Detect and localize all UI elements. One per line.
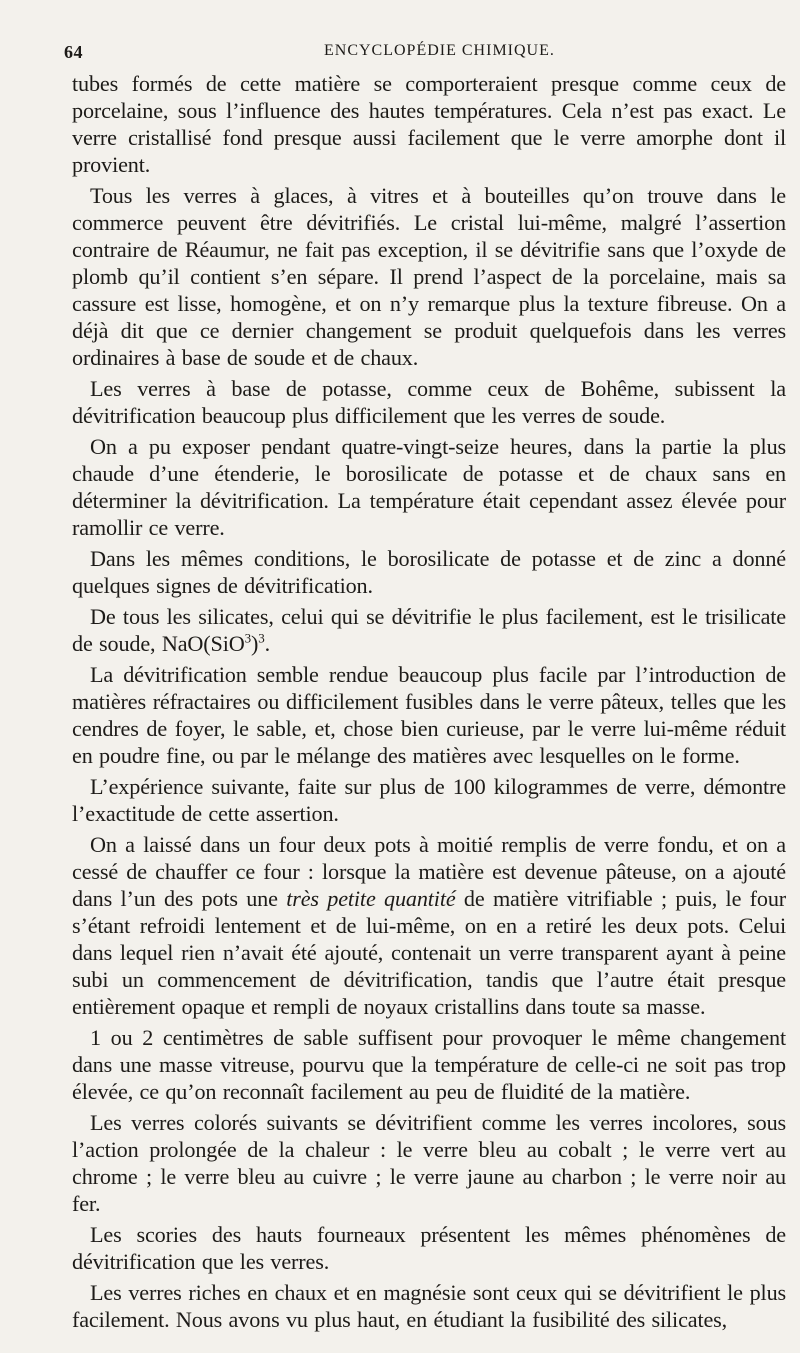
- paragraph-with-formula: [72, 603, 786, 657]
- paragraph-text: De tous les silicates, celui qui se dévitrifie le plus facilement, est le trisilicate de soude,: [72, 604, 786, 656]
- formula-superscript: 3: [244, 630, 251, 646]
- paragraph-text: On a laissé dans un four deux pots à moitié remplis de verre fondu, et on a cessé de chauffer ce four : lorsque la matière est devenue pâteuse, on a ajouté dans l’un des pots une: [72, 832, 786, 911]
- paragraph: Les verres riches en chaux et en magnésie sont ceux qui se dévitrifient le plus facilement. Nous avons vu plus haut, en étudiant la fusibilité des silicates,: [72, 1280, 786, 1332]
- paragraph: Les scories des hauts fourneaux présentent les mêmes phénomènes de dévitrification que les verres.: [72, 1222, 786, 1274]
- paragraph: Les verres colorés suivants se dévitrifient comme les verres incolores, sous l’action prolongée de la chaleur : le verre bleu au cobalt ; le verre vert au chrome ; le verre bleu au cuivre ; le verre jaune au charbon ; le verre noir au fer.: [72, 1110, 786, 1216]
- running-head: [64, 36, 786, 66]
- paragraph: La dévitrification semble rendue beaucoup plus facile par l’introduction de matières réfractaires ou difficilement fusibles dans le verre pâteux, telles que les cendres de foyer, le sable, et, chose bien curieuse, par le verre lui-même réduit en poudre fine, ou par le mélange des matières avec lesquelles on le forme.: [72, 662, 786, 768]
- formula-superscript: 3: [258, 630, 265, 646]
- paragraph-with-emphasis: [72, 831, 786, 1020]
- running-title: ENCYCLOPÉDIE CHIMIQUE.: [324, 42, 555, 59]
- formula-base: NaO(SiO: [161, 631, 245, 656]
- page-number: 64: [64, 42, 83, 62]
- emphasis-text: très petite quantité: [286, 886, 456, 911]
- paragraph-continuation: tubes formés de cette matière se comporteraient presque comme ceux de porcelaine, sous l’influence des hautes températures. Cela n’est pas exact. Le verre cristallisé fond presque aussi facilement que le verre amorphe dont il provient.: [72, 71, 786, 177]
- paragraph-text: de matière vitrifiable ; puis, le four s’étant refroidi lentement et de lui-même, on en a retiré les deux pots. Celui dans lequel rien n’avait été ajouté, contenait un verre transparent ayant à peine subi un commencement de dévitrification, tandis que l’autre était presque entièrement opaque et rempli de noyaux cristallins dans toute sa masse.: [72, 886, 787, 1019]
- formula-close: ): [250, 631, 259, 656]
- body-text: [72, 70, 786, 1333]
- paragraph: L’expérience suivante, faite sur plus de 100 kilogrammes de verre, démontre l’exactitude de cette assertion.: [72, 774, 786, 826]
- paragraph: 1 ou 2 centimètres de sable suffisent pour provoquer le même changement dans une masse vitreuse, pourvu que la température de celle-ci ne soit pas trop élevée, ce qu’on reconnaît facilement au peu de fluidité de la matière.: [72, 1025, 786, 1104]
- paragraph-text: .: [264, 631, 270, 656]
- chemical-formula: [162, 631, 265, 656]
- paragraph: Tous les verres à glaces, à vitres et à bouteilles qu’on trouve dans le commerce peuvent être dévitrifiés. Le cristal lui-même, malgré l’assertion contraire de Réaumur, ne fait pas exception, il se dévitrifie sans que l’oxyde de plomb qu’il contient s’en sépare. Il prend l’aspect de la porcelaine, mais sa cassure est lisse, homogène, et on n’y remarque plus la texture fibreuse. On a déjà dit que ce dernier changement se produit quelquefois dans les verres ordinaires à base de soude et de chaux.: [72, 183, 786, 370]
- paragraph: On a pu exposer pendant quatre-vingt-seize heures, dans la partie la plus chaude d’une étenderie, le borosilicate de potasse et de chaux sans en déterminer la dévitrification. La température était cependant assez élevée pour ramollir ce verre.: [72, 434, 786, 540]
- paragraph: Dans les mêmes conditions, le borosilicate de potasse et de zinc a donné quelques signes de dévitrification.: [72, 546, 786, 598]
- paragraph: Les verres à base de potasse, comme ceux de Bohême, subissent la dévitrification beaucoup plus difficilement que les verres de soude.: [72, 376, 786, 428]
